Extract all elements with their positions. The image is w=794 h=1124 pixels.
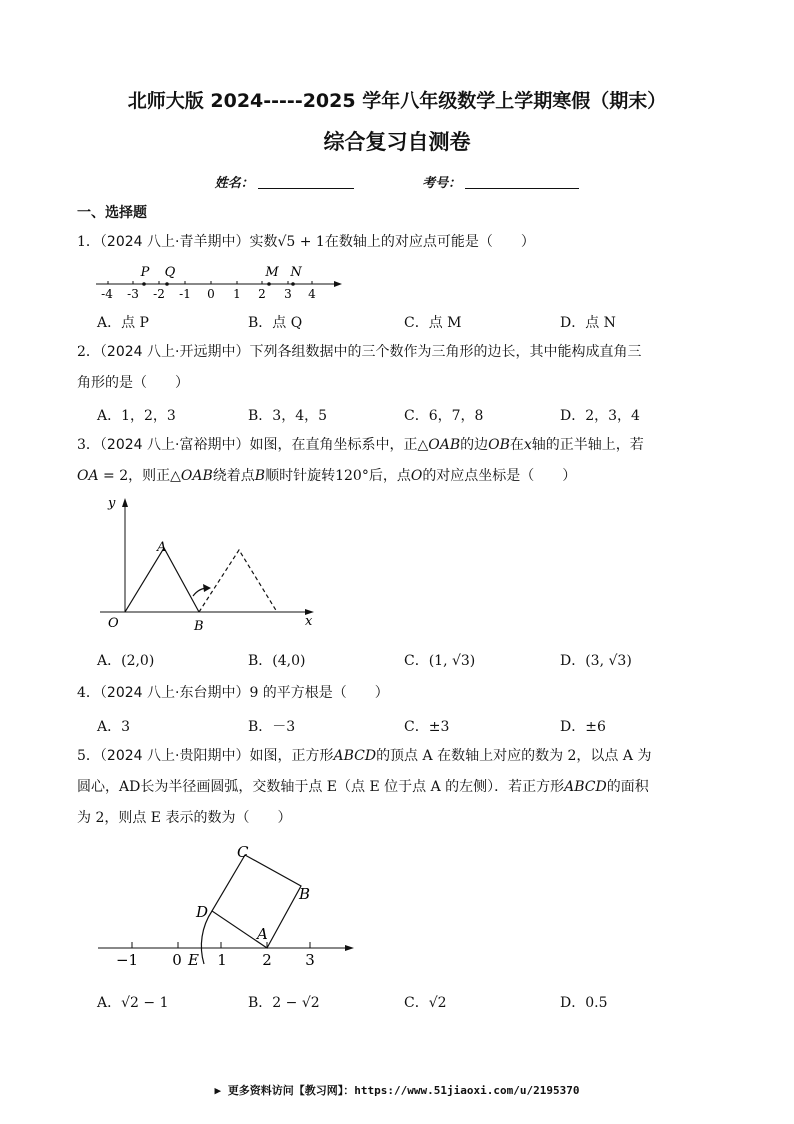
question-source: （2024 八上·贵阳期中）	[99, 748, 250, 764]
axis-label-x: x	[305, 614, 313, 629]
math-symbol: OA	[77, 468, 99, 484]
square-arc-figure	[94, 838, 366, 970]
student-info	[0, 172, 794, 191]
rotated-triangle	[199, 550, 277, 612]
question-5	[77, 741, 717, 834]
option-d[interactable]: D．点 N	[560, 315, 616, 331]
question-text: 顺时针旋转120°后，点	[265, 468, 411, 484]
option-b[interactable]: B．3，4，5	[248, 408, 328, 424]
vertex-label-b: B	[299, 885, 311, 903]
coordinate-rotation-figure	[100, 492, 325, 637]
point-p	[142, 282, 146, 286]
tick-label: 3	[284, 287, 292, 301]
axis-label-y: y	[108, 496, 116, 511]
question-text: 圆心，AD长为半径画圆弧，交数轴于点 E（点 E 位于点 A 的左侧）．若正方形	[77, 779, 565, 795]
tick-label: 0	[207, 287, 215, 301]
option-c[interactable]: C．√2	[404, 995, 447, 1011]
question-4	[77, 678, 717, 709]
tick-label: 0	[172, 951, 182, 969]
option-c[interactable]: C．±3	[404, 719, 450, 735]
option-a[interactable]: A．(2,0)	[97, 653, 155, 669]
question-text: 的面积	[606, 779, 649, 795]
option-c[interactable]: C．点 M	[404, 315, 462, 331]
question-text: 轴的正半轴上，若	[531, 437, 644, 453]
tick-label: 1	[217, 951, 227, 969]
question-text: 实数	[249, 234, 278, 250]
vertex-label-a: A	[157, 540, 167, 555]
name-label: 姓名：	[214, 176, 254, 191]
question-source: （2024 八上·东台期中）	[99, 685, 250, 701]
vertex-label-c: C	[237, 843, 249, 861]
tick-label: 2	[262, 951, 272, 969]
question-text: = 2，则正△	[98, 468, 181, 484]
tick-label: -2	[153, 287, 165, 301]
page-title: 北师大版 2024-----2025 学年八年级数学上学期寒假（期末）	[127, 90, 667, 112]
triangle-oab	[125, 548, 199, 612]
origin-label: O	[108, 616, 119, 631]
question-text: 绕着点	[212, 468, 255, 484]
question-text: 如图，正方形	[249, 748, 334, 764]
question-text: 下列各组数据中的三个数作为三角形的边长，其中能构成直角三	[249, 344, 642, 360]
option-d[interactable]: D．(3, √3)	[560, 653, 632, 669]
vertex-label-b: B	[194, 619, 204, 634]
question-text: 的对应点坐标是（ ）	[422, 468, 577, 484]
option-b[interactable]: B．点 Q	[248, 315, 303, 331]
point-m	[267, 282, 271, 286]
question-text: 在数轴上的对应点可能是（ ）	[324, 234, 535, 250]
tick-label: 3	[305, 951, 315, 969]
question-number: 4．	[77, 685, 100, 701]
question-text: 的边	[460, 437, 489, 453]
question-text: 9 的平方根是（ ）	[249, 685, 389, 701]
point-label: P	[140, 265, 150, 280]
tick-label: −1	[115, 951, 139, 969]
point-label: M	[265, 265, 279, 280]
tick-label: 4	[308, 287, 316, 301]
question-text: 在	[509, 437, 524, 453]
name-field[interactable]	[258, 174, 354, 189]
point-label: Q	[164, 265, 176, 280]
tick-label: -1	[179, 287, 191, 301]
question-text: 角形的是（ ）	[77, 375, 189, 391]
option-b[interactable]: B．(4,0)	[248, 653, 306, 669]
option-b[interactable]: B．－3	[248, 719, 296, 735]
option-a[interactable]: A．3	[97, 719, 131, 735]
math-symbol: OAB	[180, 468, 213, 484]
math-symbol: O	[410, 468, 423, 484]
math-symbol: B	[254, 468, 266, 484]
math-symbol: ABCD	[564, 779, 607, 795]
math-symbol: OAB	[428, 437, 461, 453]
math-symbol: ABCD	[333, 748, 377, 764]
option-d[interactable]: D．0.5	[560, 995, 608, 1011]
question-3	[77, 430, 717, 492]
question-1	[77, 227, 717, 258]
question-text: 为 2，则点 E 表示的数为（ ）	[77, 810, 292, 826]
point-label-e: E	[188, 951, 199, 969]
option-c[interactable]: C．(1, √3)	[404, 653, 476, 669]
id-field[interactable]	[465, 174, 579, 189]
option-c[interactable]: C．6，7，8	[404, 408, 484, 424]
section-heading: 一、选择题	[77, 205, 147, 221]
tick-label: -3	[127, 287, 139, 301]
id-label: 考号：	[422, 176, 462, 191]
option-a[interactable]: A．1，2，3	[97, 408, 176, 424]
vertex-label-a: A	[257, 925, 268, 943]
vertex-label-d: D	[196, 903, 209, 921]
option-d[interactable]: D．±6	[560, 719, 606, 735]
math-symbol: x	[523, 437, 532, 453]
math-symbol: OB	[488, 437, 510, 453]
tick-label: -4	[101, 287, 113, 301]
point-n	[291, 282, 295, 286]
question-text: 如图，在直角坐标系中，正△	[249, 437, 429, 453]
tick-label: 1	[233, 287, 241, 301]
question-number: 2．	[77, 344, 100, 360]
point-label: N	[290, 265, 302, 280]
page-subtitle: 综合复习自测卷	[323, 130, 471, 154]
question-source: （2024 八上·青羊期中）	[99, 234, 250, 250]
point-q	[165, 282, 169, 286]
math-expression: √5 + 1	[277, 234, 325, 250]
question-2	[77, 337, 717, 399]
footer-link[interactable]: ▶ 更多资料访问【教习网】：https://www.51jiaoxi.com/u/2195370	[214, 1084, 580, 1097]
option-a[interactable]: A．√2 − 1	[97, 995, 169, 1011]
question-number: 3．	[77, 437, 100, 453]
question-number: 5．	[77, 748, 100, 764]
question-text: 的顶点 A 在数轴上对应的数为 2，以点 A 为	[376, 748, 652, 764]
tick-label: 2	[258, 287, 266, 301]
option-d[interactable]: D．2，3，4	[560, 408, 640, 424]
number-line-figure	[90, 262, 350, 304]
option-a[interactable]: A．点 P	[97, 315, 149, 331]
option-b[interactable]: B．2 − √2	[248, 995, 320, 1011]
question-source: （2024 八上·富裕期中）	[99, 437, 250, 453]
question-number: 1．	[77, 234, 100, 250]
question-source: （2024 八上·开远期中）	[99, 344, 250, 360]
